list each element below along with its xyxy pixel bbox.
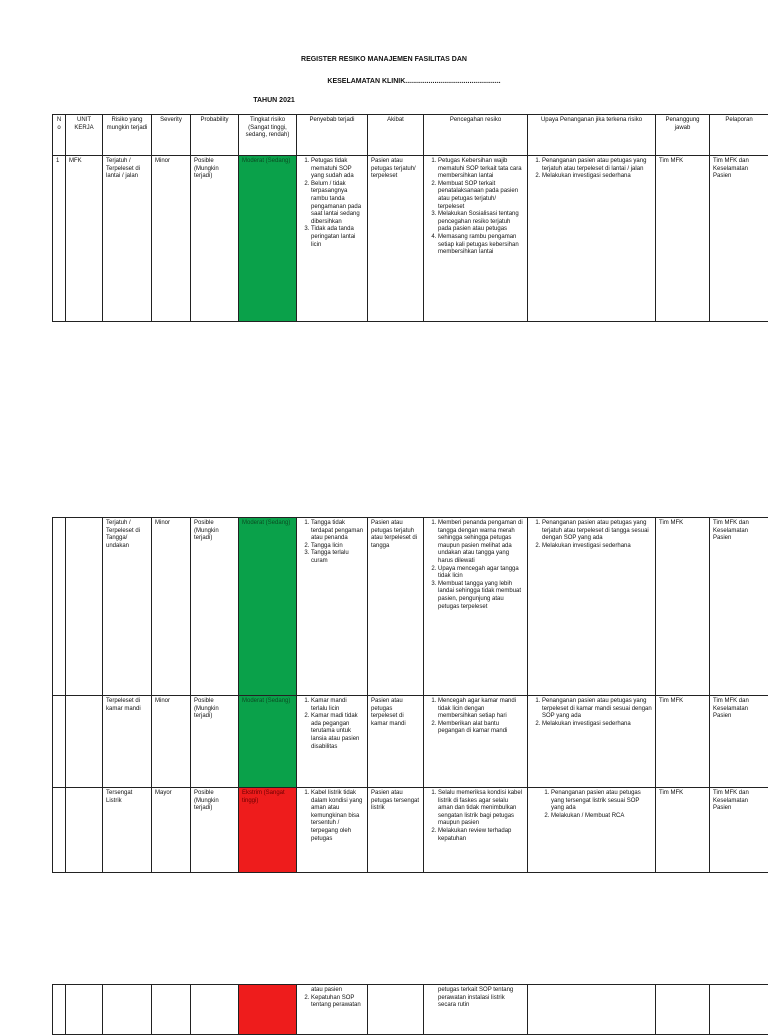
cell-severity: Minor [152,518,191,696]
header-akibat: Akibat [368,115,424,156]
cell-upaya [528,156,656,322]
cell-tingkat-moderat: Moderat (Sedang) [239,518,297,696]
list-item: 2. Melakukan investigasi sederhana [542,173,652,181]
list-item: 2. Kepatuhan SOP tentang perawatan [311,995,364,1010]
cell-no [53,696,66,788]
cell-akibat: Pasien atau petugas tersengat listrik [368,788,424,873]
cell-risiko: Tersengat Listrik [103,788,152,873]
table-row [53,156,768,322]
cell-risiko: Terjatuh / Terpeleset di Tangga/ undakan [103,518,152,696]
cell-risiko [103,985,152,1035]
list-item: 2. Melakukan investigasi sederhana [542,721,652,729]
list-item: 3. Membuat tangga yang lebih landai sehingga tidak membuat pasien, pengunjung atau petugas terpeleset [438,581,524,611]
doc-title-line1: REGISTER RESIKO MANAJEMEN FASILITAS DAN [0,56,768,63]
list-item: 3. Tidak ada tanda peringatan lantai licin [311,226,364,249]
cell-penyebab [297,156,368,322]
cell-upaya [528,985,656,1035]
list-item: 2. Melakukan investigasi sederhana [542,543,652,551]
list-item: 1. Kamar mandi terlalu licin [311,698,364,713]
list-item: 2. Membuat SOP terkait penatalaksanaan pada pasien atau petugas terjatuh/ terpeleset [438,181,524,211]
cell-pj: Tim MFK [656,696,710,788]
cell-pencegahan [424,985,528,1035]
doc-title-line2: KESELAMATAN KLINIK................................................. [30,78,768,85]
cell-unit [66,518,103,696]
cell-no [53,518,66,696]
cell-pelaporan [710,985,768,1035]
cell-pj: Tim MFK [656,518,710,696]
table-row [53,518,768,696]
cell-no [53,788,66,873]
list-item: 2. Upaya mencegah agar tangga tidak licin [438,566,524,581]
header-probability: Probability [191,115,239,156]
cell-penyebab [297,985,368,1035]
list-item: 3. Tangga terlalu curam [311,550,364,565]
header-pencegahan: Pencegahan resiko [424,115,528,156]
table-row [53,985,768,1035]
cell-tingkat-moderat: Moderat (Sedang) [239,696,297,788]
cell-penyebab [297,518,368,696]
cell-akibat: Pasien atau petugas terjatuh/ terpeleset [368,156,424,322]
cell-pj [656,985,710,1035]
header-upaya: Upaya Penanganan jika terkena risiko [528,115,656,156]
cell-severity [152,985,191,1035]
list-item: atau pasien [300,987,364,995]
list-item: 2. Memberikan alat bantu pegangan di kamar mandi [438,721,524,736]
cell-upaya [528,518,656,696]
cell-risiko: Terpeleset di kamar mandi [103,696,152,788]
cell-tingkat-ekstrim: Ekstrim (Sangat tinggi) [239,788,297,873]
register-table-page2 [52,517,768,873]
cell-pencegahan [424,788,528,873]
cell-severity: Minor [152,696,191,788]
list-item: 2. Kamar madi tidak ada pegangan terutama untuk lansia atau pasien disabilitas [311,713,364,751]
header-unit: UNIT KERJA [66,115,103,156]
cell-unit [66,696,103,788]
cell-unit: MFK [66,156,103,322]
cell-penyebab [297,696,368,788]
list-item: 1. Memberi penanda pengaman di tangga dengan warna merah sehingga sehingga petugas maupun pasien melihat ada undakan atau tangga yang harus dilewati [438,520,524,566]
cell-probability: Posible (Mungkin terjadi) [191,518,239,696]
cell-penyebab [297,788,368,873]
list-item: 1. Petugas Kebersihan wajib mematuhi SOP terkait tata cara membersihkan lantai [438,158,524,181]
table-row [53,788,768,873]
list-item: 1. Penanganan pasien atau petugas yang terpeleset di kamar mandi sesuai dengan SOP yang ada [542,698,652,721]
cell-pelaporan: Tim MFK dan Keselamatan Pasien [710,156,768,322]
list-item: 2. Melakukan review terhadap kepatuhan [438,828,524,843]
list-item: 2. Melakukan / Membuat RCA [551,813,652,821]
list-item: 2. Belum / tidak terpasangnya rambu tanda pengamanan pada saat lantai sedang dibersihkan [311,181,364,227]
header-no: N o [53,115,66,156]
cell-no: 1 [53,156,66,322]
header-severity: Severity [152,115,191,156]
cell-no [53,985,66,1035]
cell-unit [66,985,103,1035]
header-risiko: Risiko yang mungkin terjadi [103,115,152,156]
list-item: 1. Tangga tidak terdapat pengaman atau penanda [311,520,364,543]
register-table-page3 [52,984,768,1035]
cell-pencegahan [424,156,528,322]
cell-pencegahan [424,518,528,696]
cell-akibat: Pasien atau petugas terpeleset di kamar mandi [368,696,424,788]
cell-pelaporan: Tim MFK dan Keselamatan Pasien [710,518,768,696]
header-tingkat: Tingkat risiko (Sangat tinggi, sedang, rendah) [239,115,297,156]
list-item: petugas terkait SOP tentang perawatan instalasi listrik secara rutin [427,987,524,1010]
cell-pencegahan [424,696,528,788]
cell-pj: Tim MFK [656,156,710,322]
cell-severity: Mayor [152,788,191,873]
doc-title-line3: TAHUN 2021 [0,97,658,104]
list-item: 1. Selalu memeriksa kondisi kabel listrik di faskes agar selalu aman dan tidak menimbulkan sengatan listrik bagi petugas maupun pasien [438,790,524,828]
list-item: 1. Kabel listrik tidak dalam kondisi yang aman atau kemungkinan bisa tersentuh / terpegang oleh petugas [311,790,364,843]
cell-akibat: Pasien atau petugas terjatuh atau terpeleset di tangga [368,518,424,696]
cell-probability: Posible (Mungkin terjadi) [191,156,239,322]
cell-tingkat-moderat: Moderat (Sedang) [239,156,297,322]
cell-probability [191,985,239,1035]
cell-probability: Posible (Mungkin terjadi) [191,788,239,873]
cell-unit [66,788,103,873]
cell-upaya [528,788,656,873]
header-pelaporan: Pelaporan [710,115,768,156]
table-header-row [53,115,768,156]
cell-tingkat-ekstrim [239,985,297,1035]
cell-severity: Minor [152,156,191,322]
header-pj: Penanggung jawab [656,115,710,156]
cell-pelaporan: Tim MFK dan Keselamatan Pasien [710,696,768,788]
list-item: 1. Petugas tidak mematuhi SOP yang sudah ada [311,158,364,181]
list-item: 1. Penanganan pasien atau petugas yang terjatuh atau terpeleset di tangga sesuai dengan SOP yang ada [542,520,652,543]
cell-pelaporan: Tim MFK dan Keselamatan Pasien [710,788,768,873]
cell-pj: Tim MFK [656,788,710,873]
list-item: 1. Penanganan pasien atau petugas yang tersengat listrik sesuai SOP yang ada [551,790,652,813]
cell-probability: Posible (Mungkin terjadi) [191,696,239,788]
list-item: 1. Mencegah agar kamar mandi tidak licin dengan membersihkan setiap hari [438,698,524,721]
register-table-page1 [52,114,768,322]
cell-akibat [368,985,424,1035]
cell-upaya [528,696,656,788]
table-row [53,696,768,788]
list-item: 3. Melakukan Sosialisasi tentang pencegahan resiko terjatuh pada pasien atau petugas [438,211,524,234]
cell-risiko: Terjatuh / Terpeleset di lantai / jalan [103,156,152,322]
list-item: 1. Penanganan pasien atau petugas yang terjatuh atau terpeleset di lantai / jalan [542,158,652,173]
list-item: 4. Memasang rambu pengaman setiap kali petugas kebersihan membersihkan lantai [438,234,524,257]
list-item: 2. Tangga licin [311,543,364,551]
header-penyebab: Penyebab terjadi [297,115,368,156]
